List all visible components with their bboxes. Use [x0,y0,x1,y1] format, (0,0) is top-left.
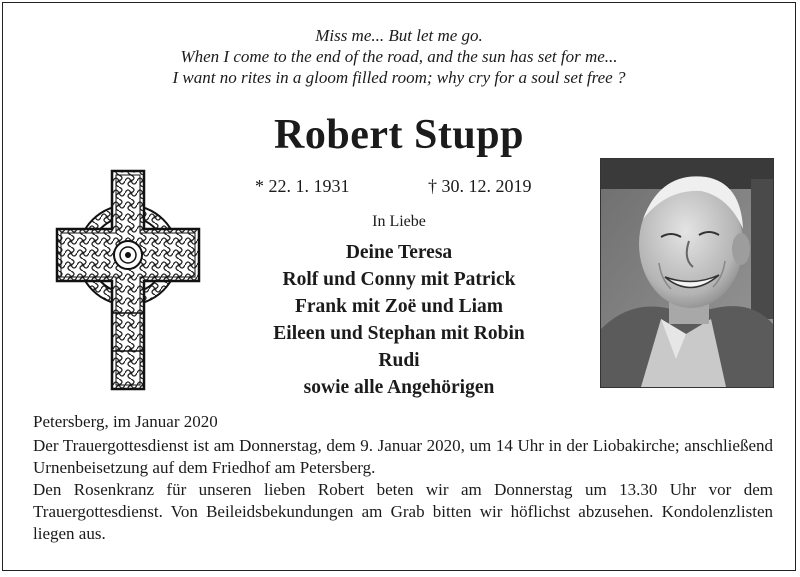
mourners-intro: In Liebe [372,213,426,230]
mourner-line: Deine Teresa [345,242,453,263]
place-date: Petersberg, im Januar 2020 [33,412,218,431]
mourner-line: sowie alle Angehörigen [303,377,495,398]
poem-line-2: When I come to the end of the road, and the sun has set for me... [180,47,618,66]
rosary-info: Den Rosenkranz für unseren lieben Robert beten wir am Donnerstag um 13.30 Uhr vor dem Trauergottesdienst. Von Beileidsbekundungen am Grab bitten wir höflichst abzusehen. Kondolenzlisten liegen aus. [33,480,773,543]
death-date: † 30. 12. 2019 [428,176,532,196]
poem-line-3: I want no rites in a gloom filled room; why cry for a soul set free ? [172,68,626,87]
mourner-line: Frank mit Zoë und Liam [294,296,504,317]
footer-text [33,411,773,545]
poem-line-1: Miss me... But let me go. [315,26,483,45]
mourner-line: Eileen und Stephan mit Robin [273,323,525,344]
poem [3,25,795,88]
mourner-line: Rudi [378,350,420,371]
portrait-photo [600,158,774,388]
mourner-line: Rolf und Conny mit Patrick [282,269,516,290]
obituary-notice [2,2,796,571]
deceased-name: Robert Stupp [274,112,524,158]
service-info: Der Trauergottesdienst ist am Donnerstag, dem 9. Januar 2020, um 14 Uhr in der Liobakirche; anschließend Urnenbeisetzung auf dem Friedhof am Petersberg. [33,436,773,477]
birth-date: * 22. 1. 1931 [255,176,350,196]
celtic-cross-icon [53,163,203,395]
